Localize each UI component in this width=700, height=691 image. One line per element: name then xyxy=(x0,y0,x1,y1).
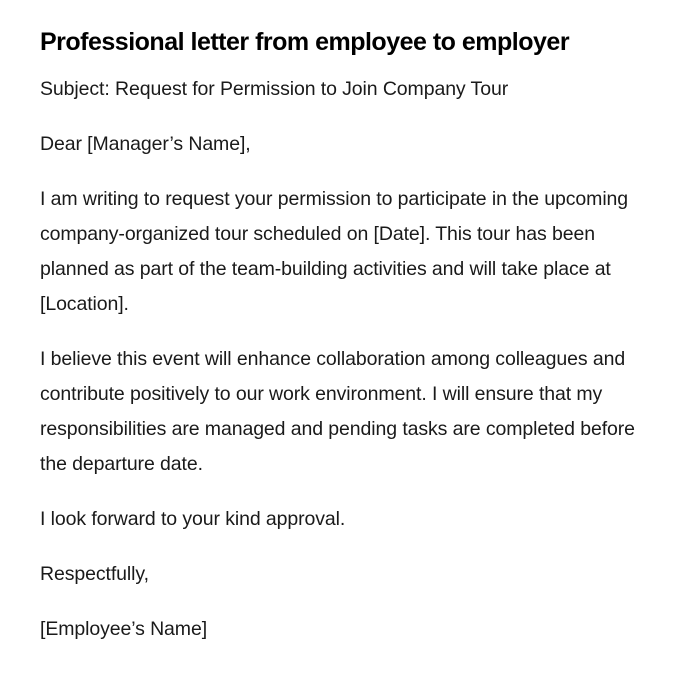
subject-line: Subject: Request for Permission to Join Company Tour xyxy=(40,78,509,100)
body-paragraph-2: I believe this event will enhance collaboration among colleagues and contribute positively to our work environment. I will ensure that my responsibilities are managed and pending tasks are completed before the departure date. xyxy=(40,348,635,475)
closing-line: I look forward to your kind approval. xyxy=(40,508,346,530)
signature: [Employee’s Name] xyxy=(40,618,208,640)
page-title: Professional letter from employee to employer xyxy=(40,28,570,56)
sign-off: Respectfully, xyxy=(40,563,149,585)
body-paragraph-1: I am writing to request your permission to participate in the upcoming company-organized tour scheduled on [Date]. This tour has been planned as part of the team-building activities and will take place at [Location]. xyxy=(40,188,629,315)
salutation: Dear [Manager’s Name], xyxy=(40,133,251,155)
